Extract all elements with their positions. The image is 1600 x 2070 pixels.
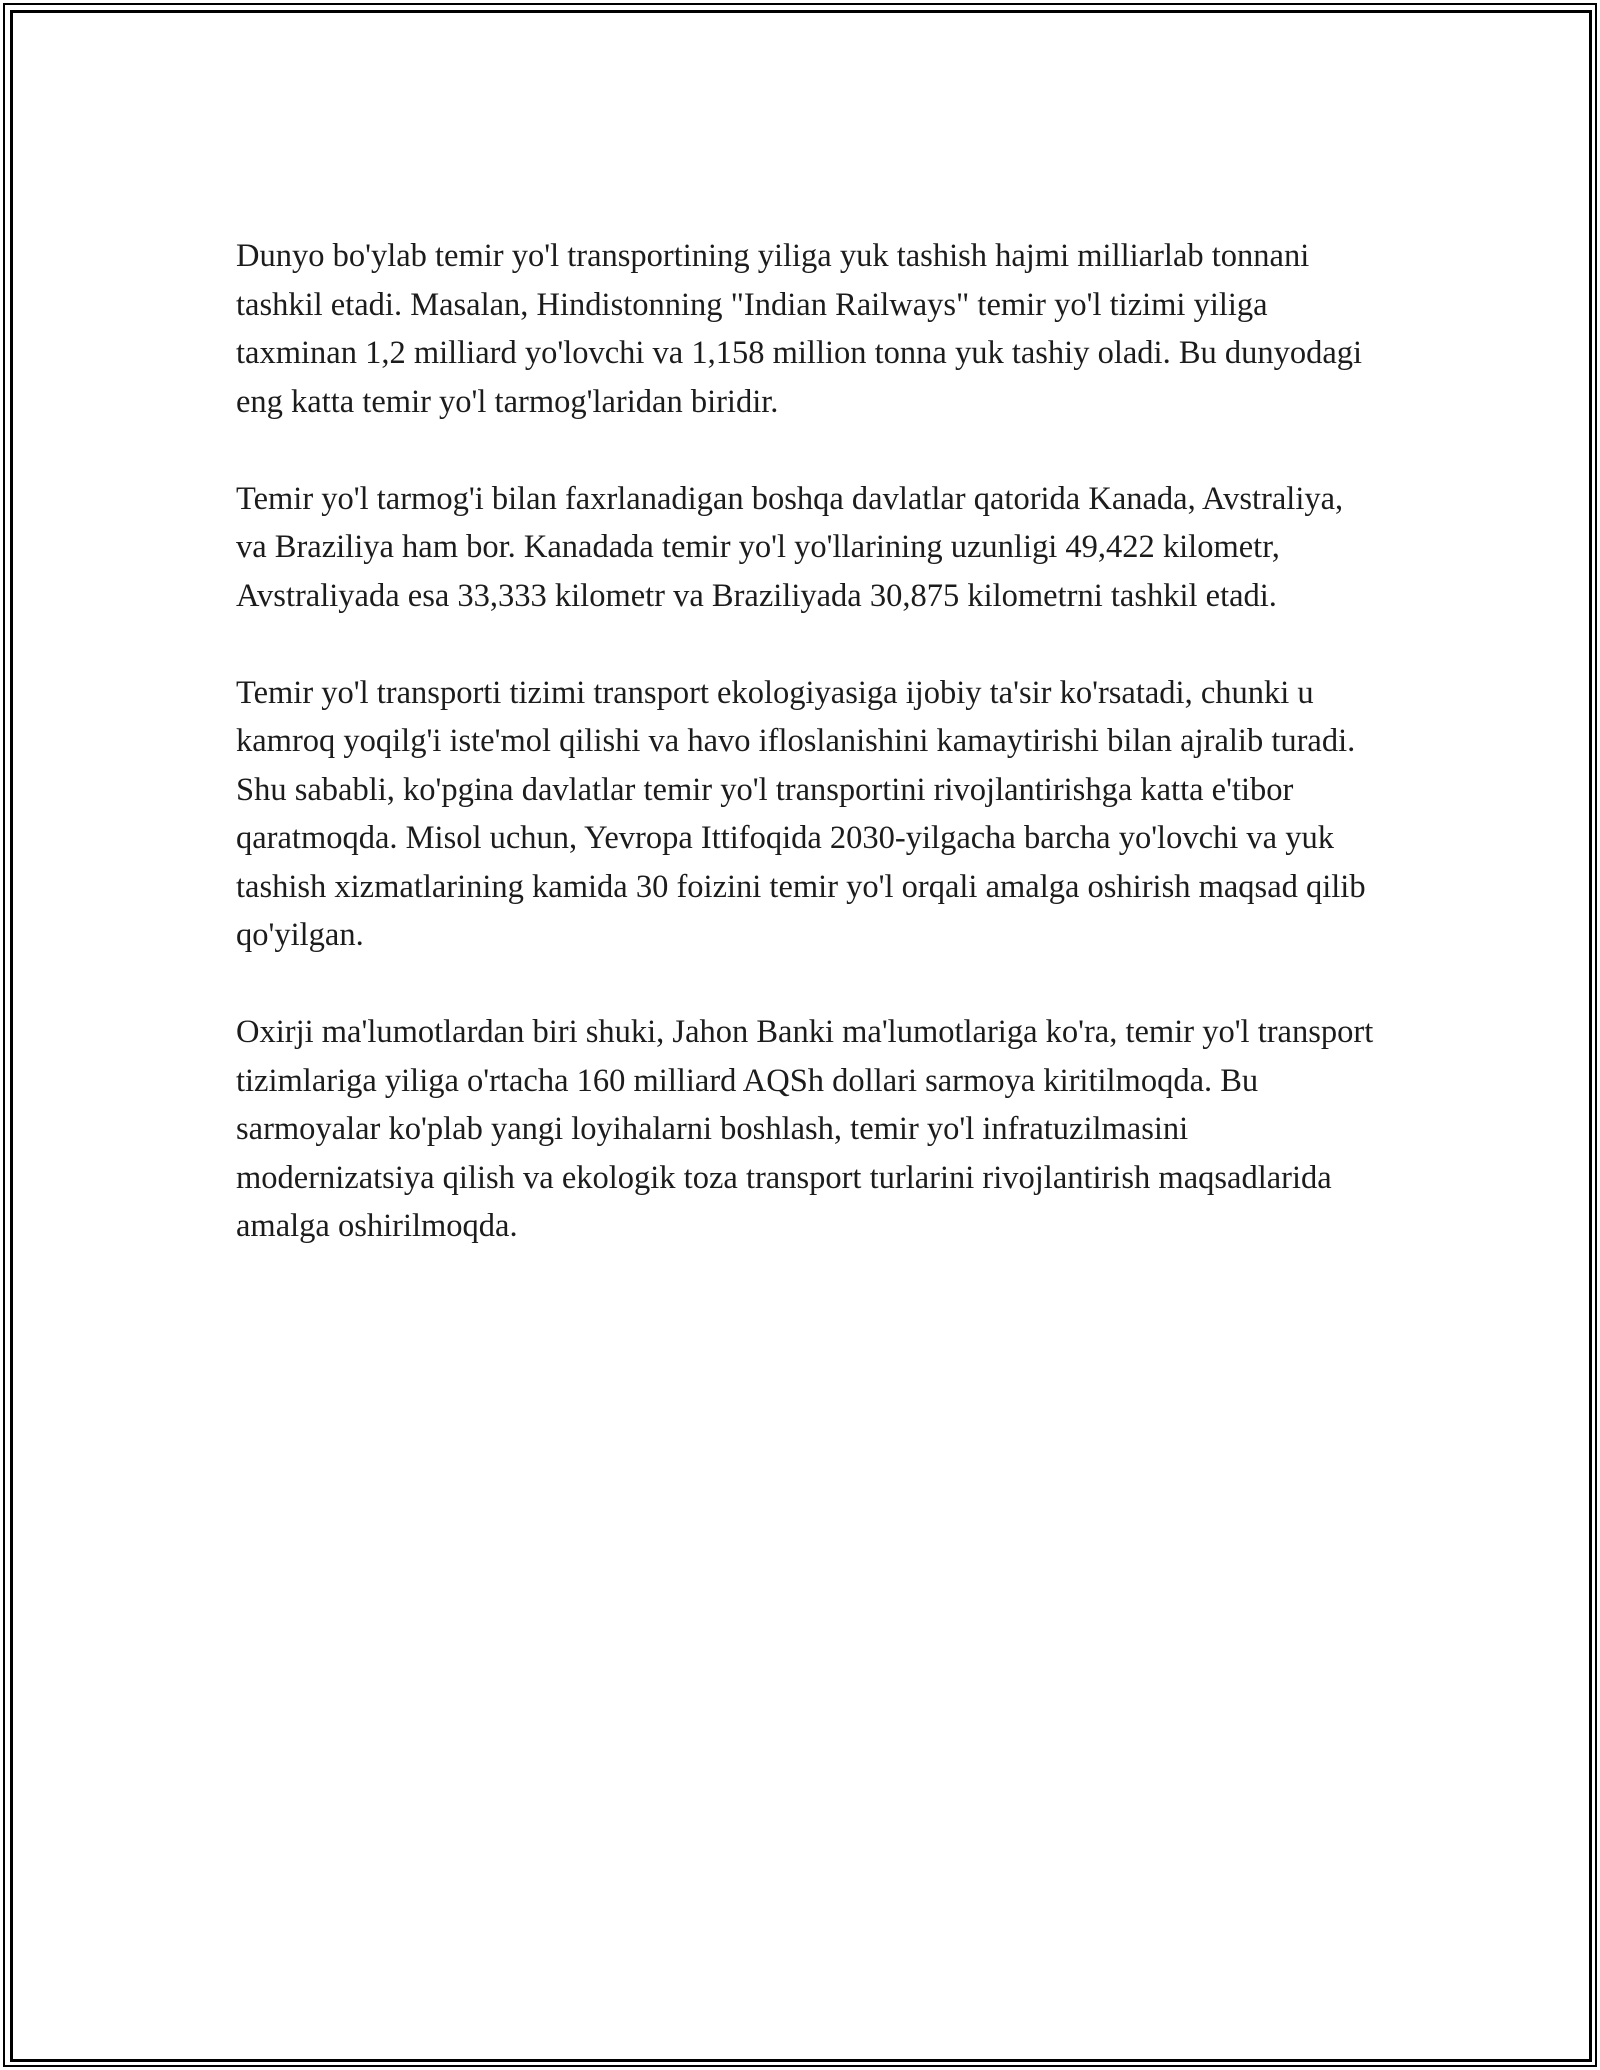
paragraph: Oxirji ma'lumotlardan biri shuki, Jahon Banki ma'lumotlariga ko'ra, temir yo'l transport tizimlariga yiliga o'rtacha 160 milliard AQSh dollari sarmoya kiritilmoqda. Bu sarmoyalar ko'plab yangi loyihalarni boshlash, temir yo'l infratuzilmasini modernizatsiya qilish va ekologik toza transport turlarini rivojlantirish maqsadlarida amalga oshirilmoqda. <box>236 1014 1374 1244</box>
document-body <box>236 232 1376 1299</box>
paragraph: Temir yo'l transporti tizimi transport ekologiyasiga ijobiy ta'sir ko'rsatadi, chunki u kamroq yoqilg'i iste'mol qilishi va havo ifloslanishini kamaytirishi bilan ajralib turadi. Shu sababli, ko'pgina davlatlar temir yo'l transportini rivojlantirishga katta e'tibor qaratmoqda. Misol uchun, Yevropa Ittifoqida 2030-yilgacha barcha yo'lovchi va yuk tashish xizmatlarining kamida 30 foizini temir yo'l orqali amalga oshirish maqsad qilib qo'yilgan. <box>236 674 1366 953</box>
paragraph: Dunyo bo'ylab temir yo'l transportining yiliga yuk tashish hajmi milliarlab tonnani tashkil etadi. Masalan, Hindistonning "Indian Railways" temir yo'l tizimi yiliga taxminan 1,2 milliard yo'lovchi va 1,158 million tonna yuk tashiy oladi. Bu dunyodagi eng katta temir yo'l tarmog'laridan biridir. <box>236 238 1363 420</box>
paragraph: Temir yo'l tarmog'i bilan faxrlanadigan boshqa davlatlar qatorida Kanada, Avstraliya, va Braziliya ham bor. Kanadada temir yo'l yo'llarining uzunligi 49,422 kilometr, Avstraliyada esa 33,333 kilometr va Braziliyada 30,875 kilometrni tashkil etadi. <box>236 480 1344 614</box>
